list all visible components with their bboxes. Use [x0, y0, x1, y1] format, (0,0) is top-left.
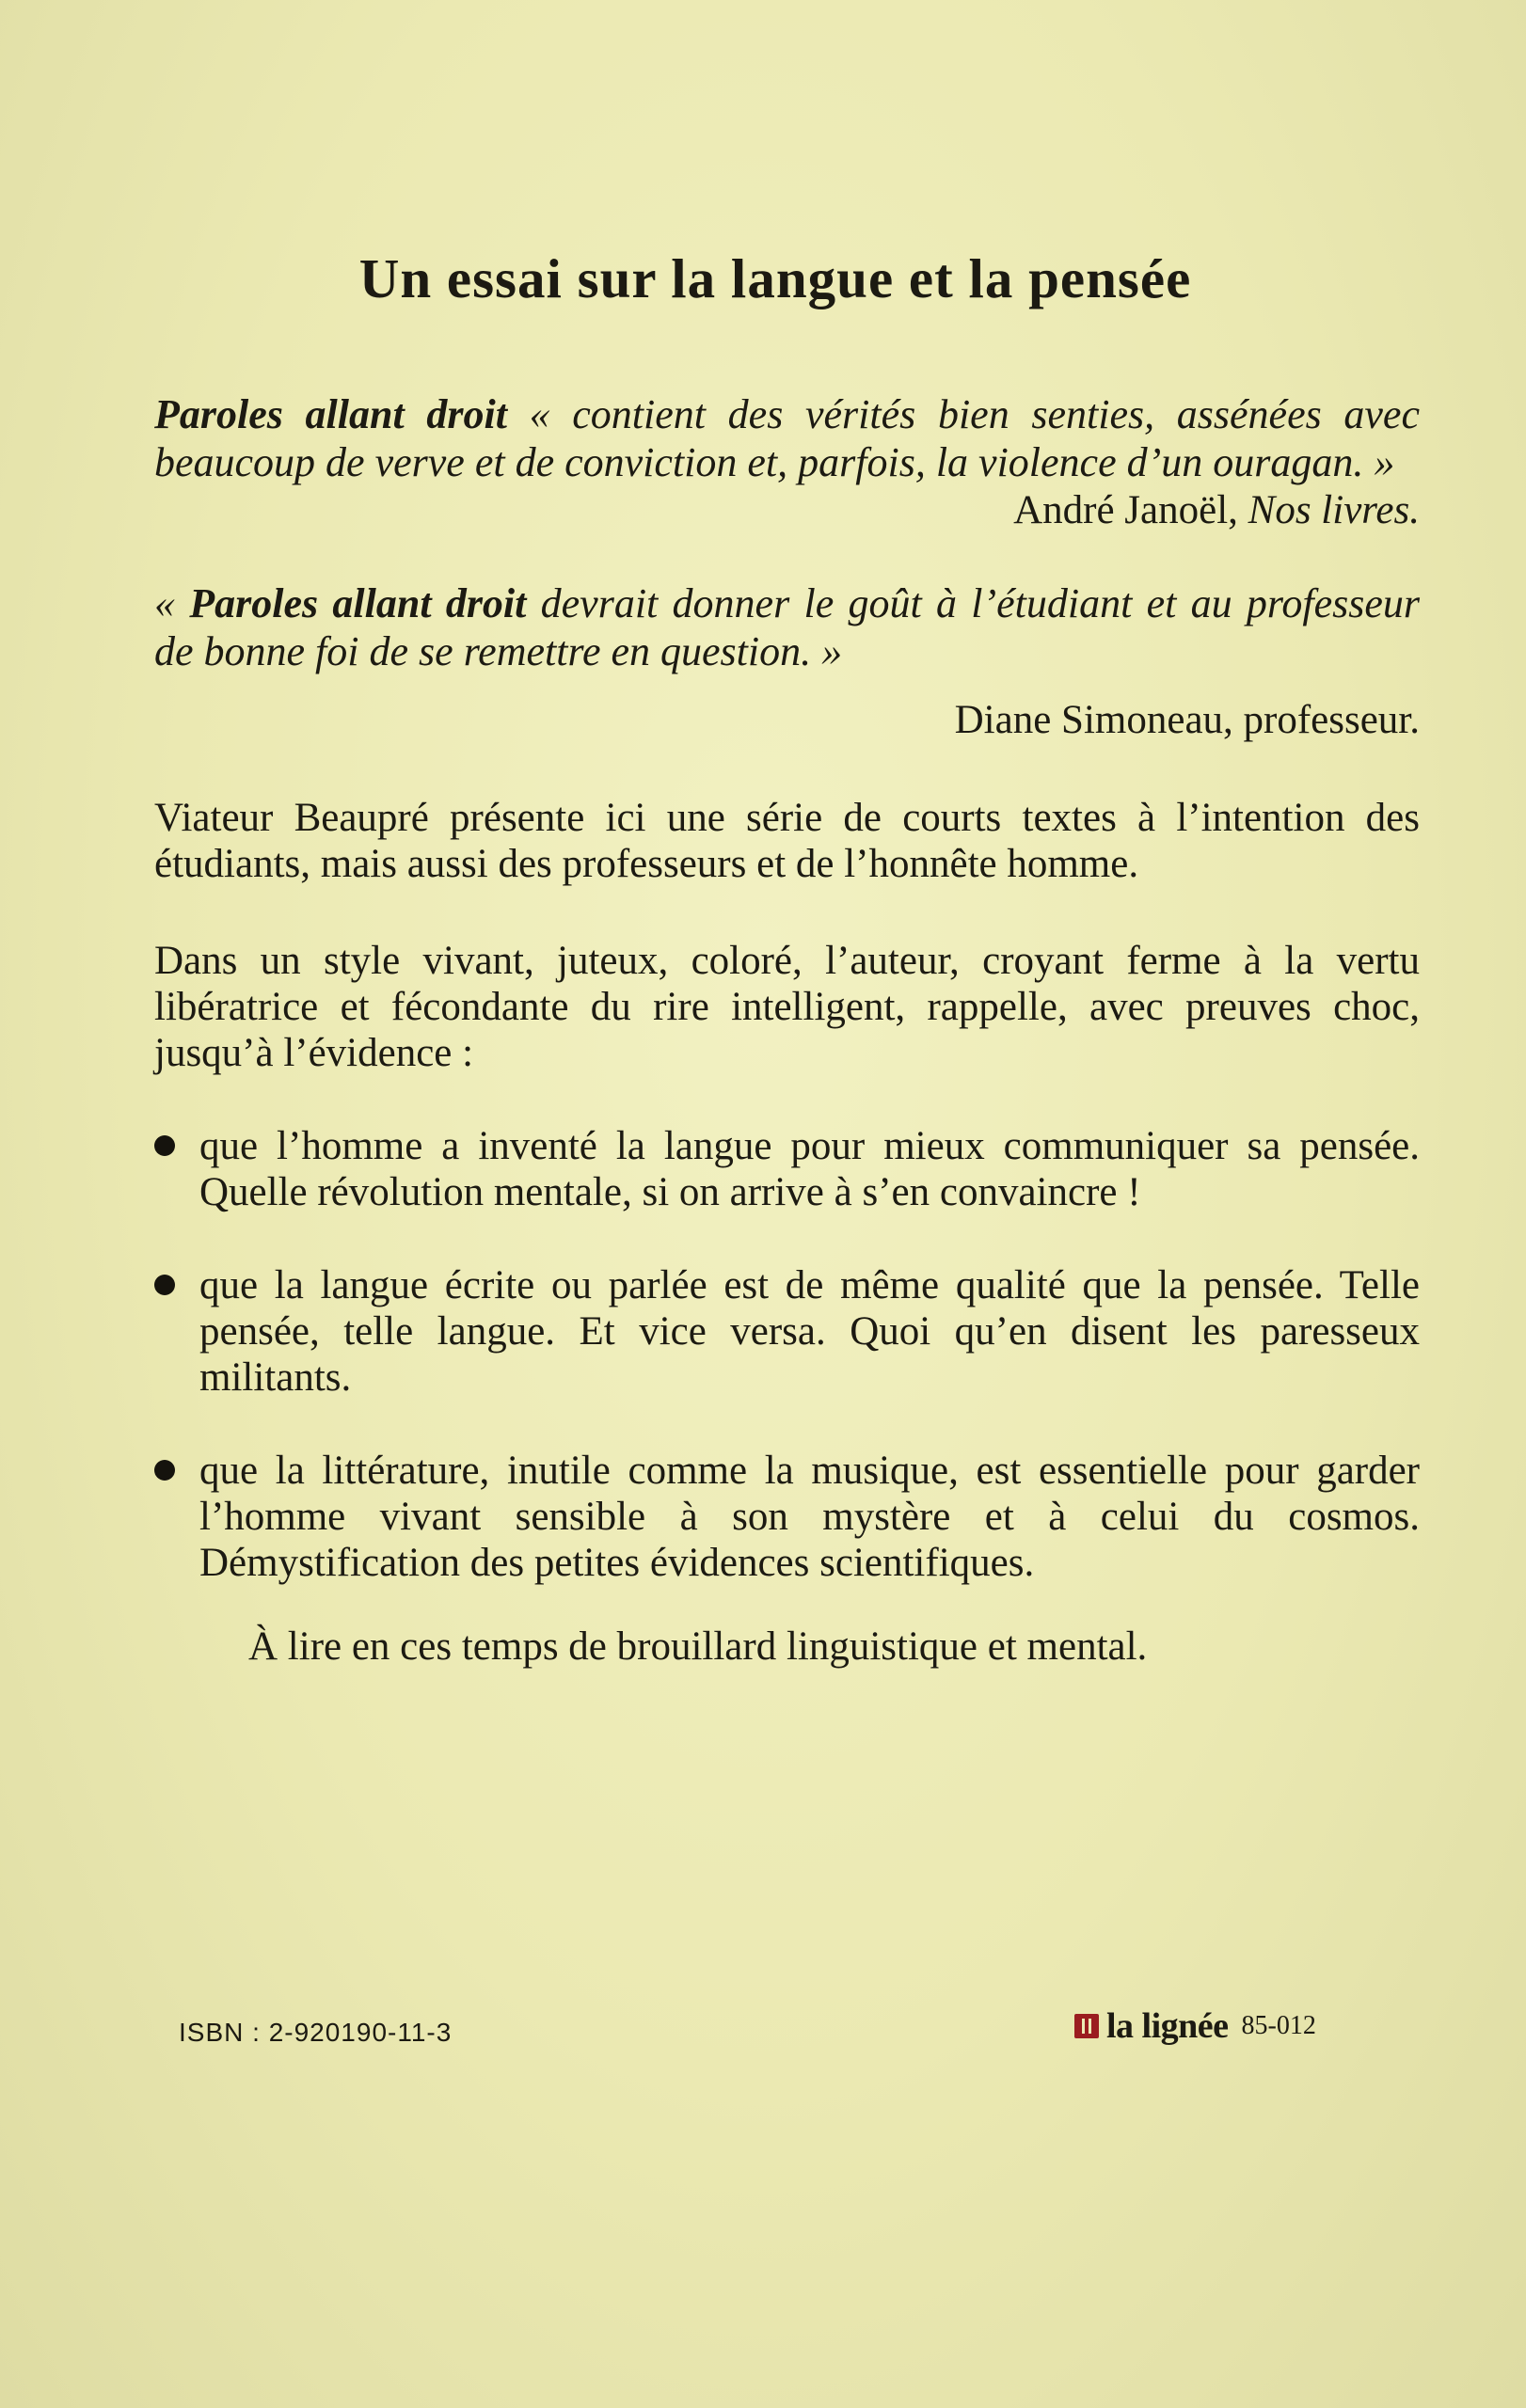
bullet-icon — [154, 1135, 175, 1156]
quote-book-title: Paroles allant droit — [189, 580, 527, 626]
attribution-source: Nos livres. — [1248, 488, 1420, 532]
quote-text: « contient des vérités bien senties, assénées avec beaucoup de verve et de conviction et, parfois, la violence d’un ouragan. » — [154, 391, 1420, 485]
quote-attribution-1 — [154, 486, 1420, 534]
publisher-logo-icon — [1074, 2014, 1099, 2038]
publisher-name: la lignée — [1106, 2006, 1229, 2046]
quote-text: devrait donner le goût à l’étudiant et au professeur de bonne foi de se remettre en question. » — [154, 580, 1420, 674]
bullet-item-3 — [154, 1448, 1420, 1586]
quote-book-title: Paroles allant droit — [154, 391, 507, 437]
bullet-icon — [154, 1460, 175, 1481]
bullet-item-1 — [154, 1123, 1420, 1215]
review-quote-2 — [154, 579, 1420, 675]
style-paragraph: Dans un style vivant, juteux, coloré, l’auteur, croyant ferme à la vertu libératrice et fécondante du rire intelligent, rappelle, avec preuves choc, jusqu’à l’évidence : — [154, 939, 1420, 1075]
cover-headline: Un essai sur la langue et la pensée — [358, 247, 1192, 309]
attribution-author: André Janoël, — [1013, 488, 1248, 532]
bullet-text: que la langue écrite ou parlée est de même qualité que la pensée. Telle pensée, telle langue. Et vice versa. Quoi qu’en disent les paresseux militants. — [199, 1263, 1420, 1400]
catalog-code: 85-012 — [1241, 2011, 1316, 2040]
quote-open-mark: « — [154, 580, 190, 626]
isbn-label: ISBN : 2-920190-11-3 — [179, 2018, 453, 2047]
bullet-icon — [154, 1275, 175, 1295]
bullet-text: que l’homme a inventé la langue pour mieux communiquer sa pensée. Quelle révolution mentale, si on arrive à s’en convaincre ! — [199, 1124, 1420, 1214]
review-quote-1 — [154, 390, 1420, 486]
closing-line: À lire en ces temps de brouillard linguistique et mental. — [248, 1624, 1148, 1669]
quote-attribution-2 — [154, 696, 1420, 744]
bullet-text: que la littérature, inutile comme la musique, est essentielle pour garder l’homme vivant sensible à son mystère et à celui du cosmos. Démystification des petites évidences scientifiques. — [199, 1449, 1420, 1585]
bullet-item-2 — [154, 1262, 1420, 1401]
publisher-mark — [1074, 2005, 1316, 2047]
intro-paragraph: Viateur Beaupré présente ici une série de courts textes à l’intention des étudiants, mais aussi des professeurs et de l’honnête homme. — [154, 796, 1420, 886]
attribution-author: Diane Simoneau, professeur. — [954, 698, 1420, 742]
cover-text-body — [154, 390, 1420, 1670]
